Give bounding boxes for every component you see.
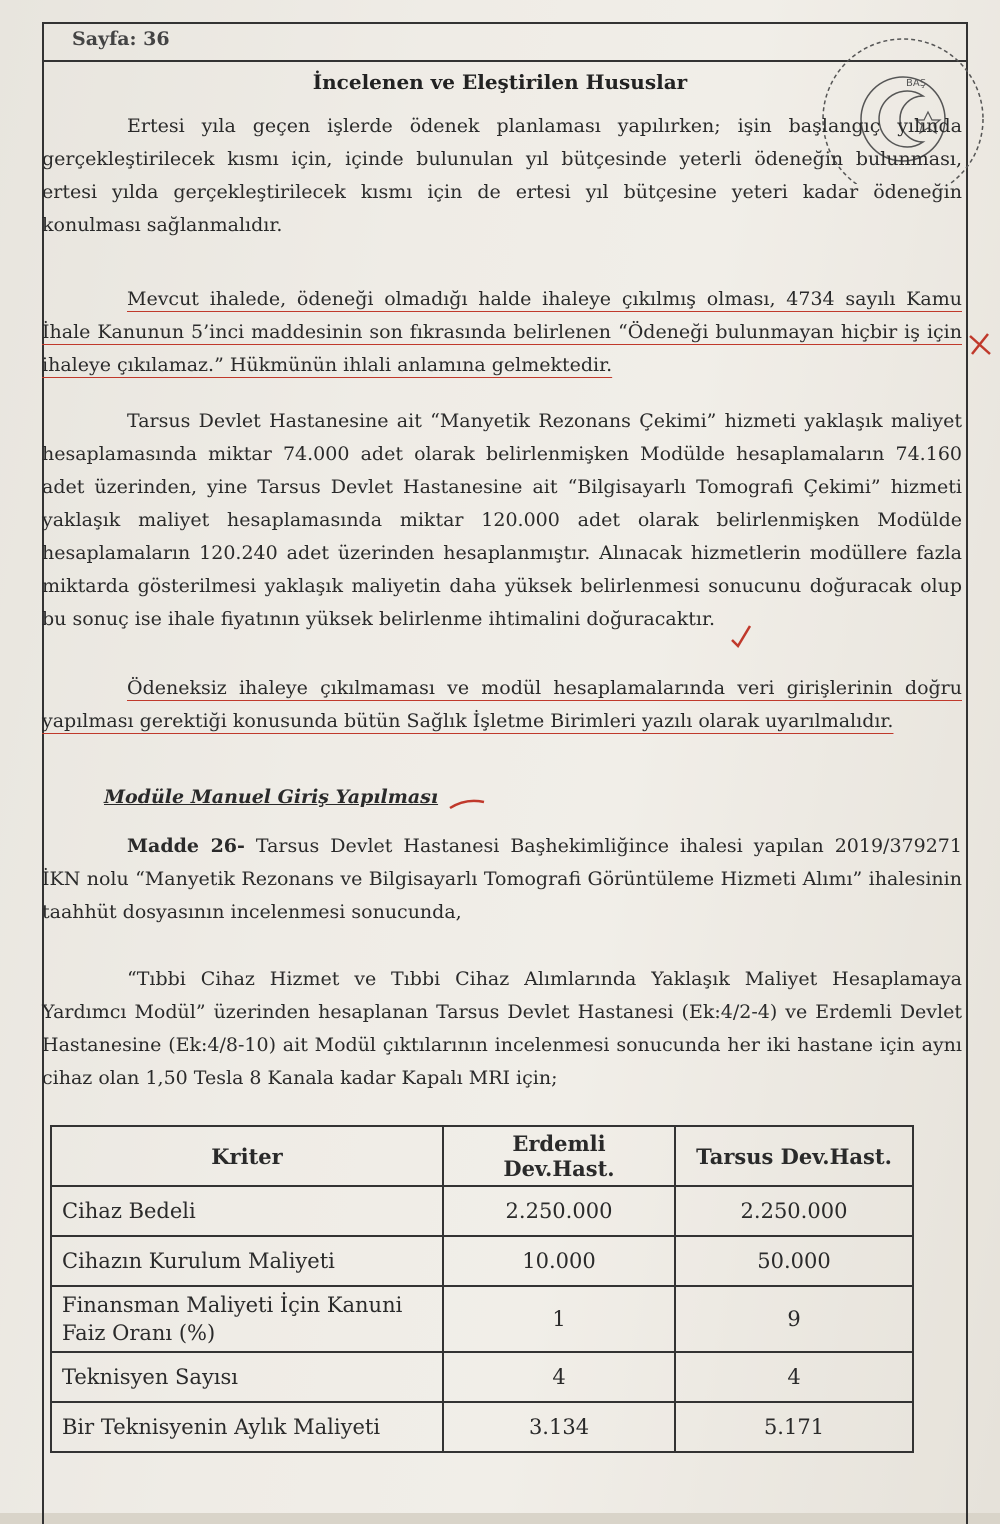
- section-heading: İncelenen ve Eleştirilen Hususlar: [312, 70, 688, 94]
- paragraph-text: Tarsus Devlet Hastanesine ait “Manyetik Rezonans Çekimi” hizmeti yaklaşık maliyet hesaplamasında miktar 74.000 adet olarak belirlenmişken Modülde hesaplamaların 74.160 adet üzerinden, yine Tarsus Devlet Hastanesine ait “Bilgisayarlı Tomografi Çekimi” hizmeti yaklaşık maliyet hesaplamasında miktar 120.000 adet olarak belirlenmişken Modülde hesaplamaların 120.240 adet üzerinden hesaplanmıştır. Alınacak hizmetlerin modüllere fazla miktarda gösterilmesi yaklaşık maliyetin daha yüksek belirlenmesi sonucunu doğuracak olup bu sonuç ise ihale fiyatının yüksek belirlenme ihtimalini doğuracaktır.: [42, 410, 962, 630]
- row-erdemli-value: 4: [443, 1352, 675, 1402]
- row-erdemli-value: 1: [443, 1286, 675, 1352]
- paragraph-unfunded-tender: [42, 283, 962, 382]
- table-row: [51, 1236, 913, 1286]
- row-tarsus-value: 4: [675, 1352, 913, 1402]
- madde-text: Tarsus Devlet Hastanesi Başhekimliğince ihalesi yapılan 2019/379271 İKN nolu “Manyetik Rezonans ve Bilgisayarlı Tomografi Görüntüleme Hizmeti Alımı” ihalesinin taahhüt dosyasının incelenmesi sonucunda,: [42, 835, 962, 923]
- page-number-label: Sayfa: 36: [72, 28, 170, 50]
- row-erdemli-value: 2.250.000: [443, 1186, 675, 1236]
- paragraph-text: Mevcut ihalede, ödeneği olmadığı halde ihaleye çıkılmış olması, 4734 sayılı Kamu İhale Kanunun 5’inci maddesinin son fıkrasında belirlenen “Ödeneği bulunmayan hiçbir iş için ihaleye çıkılamaz.” Hükmünün ihlali anlamına gelmektedir.: [42, 288, 962, 376]
- paragraph-text: Ertesi yıla geçen işlerde ödenek planlaması yapılırken; işin başlangıç yılında gerçekleştirilecek kısmı için, içinde bulunulan yıl bütçesinde yeterli ödeneğin bulunması, ertesi yılda gerçekleştirilecek kısmı için de ertesi yıl bütçesine yeteri kadar ödeneğin konulması sağlanmalıdır.: [42, 115, 962, 236]
- table-header-row: [51, 1126, 913, 1186]
- table-row: [51, 1352, 913, 1402]
- header-erdemli: Erdemli Dev.Hast.: [443, 1126, 675, 1186]
- row-tarsus-value: 2.250.000: [675, 1186, 913, 1236]
- header-tarsus: Tarsus Dev.Hast.: [675, 1126, 913, 1186]
- criteria-table: [50, 1125, 914, 1453]
- madde-label: Madde 26-: [127, 835, 245, 857]
- row-criterion: Bir Teknisyenin Aylık Maliyeti: [51, 1402, 443, 1452]
- paragraph-warning: [42, 672, 962, 738]
- red-check-mark-icon: [728, 622, 754, 652]
- paragraph-modul-output: [42, 963, 962, 1095]
- row-tarsus-value: 5.171: [675, 1402, 913, 1452]
- red-dash-mark-icon: [448, 792, 488, 816]
- row-criterion: Teknisyen Sayısı: [51, 1352, 443, 1402]
- paragraph-text: Ödeneksiz ihaleye çıkılmaması ve modül hesaplamalarında veri girişlerinin doğru yapılması gerektiği konusunda bütün Sağlık İşletme Birimleri yazılı olarak uyarılmalıdır.: [42, 677, 962, 732]
- table-row: [51, 1402, 913, 1452]
- row-erdemli-value: 3.134: [443, 1402, 675, 1452]
- table-row: [51, 1286, 913, 1352]
- seal-text: BAŞ: [906, 78, 927, 89]
- row-tarsus-value: 9: [675, 1286, 913, 1352]
- row-criterion: Cihaz Bedeli: [51, 1186, 443, 1236]
- paragraph-madde-26: [42, 830, 962, 929]
- paragraph-budget-planning: [42, 110, 962, 242]
- paragraph-text: “Tıbbi Cihaz Hizmet ve Tıbbi Cihaz Alımlarında Yaklaşık Maliyet Hesaplamaya Yardımcı Modül” üzerinden hesaplanan Tarsus Devlet Hastanesi (Ek:4/2-4) ve Erdemli Devlet Hastanesine (Ek:4/8-10) ait Modül çıktılarının incelenmesi sonucunda her iki hastane için aynı cihaz olan 1,50 Tesla 8 Kanala kadar Kapalı MRI için;: [42, 968, 962, 1089]
- subheading-manual-entry: Modüle Manuel Giriş Yapılması: [104, 786, 439, 808]
- header-kriter: Kriter: [51, 1126, 443, 1186]
- table-row: [51, 1186, 913, 1236]
- row-erdemli-value: 10.000: [443, 1236, 675, 1286]
- red-x-mark-icon: [966, 330, 996, 360]
- paragraph-tarsus-calculation: [42, 405, 962, 636]
- row-tarsus-value: 50.000: [675, 1236, 913, 1286]
- row-criterion: Finansman Maliyeti İçin Kanuni Faiz Oranı (%): [51, 1286, 443, 1352]
- row-criterion: Cihazın Kurulum Maliyeti: [51, 1236, 443, 1286]
